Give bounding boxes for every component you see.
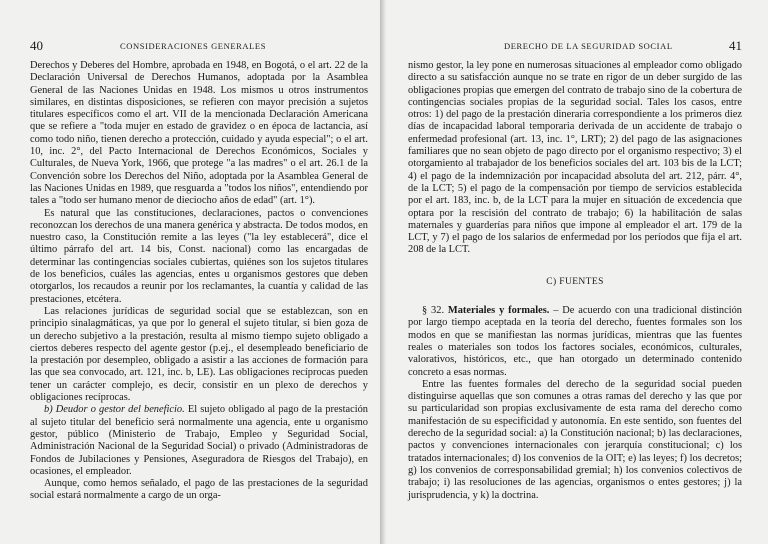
left-last-paragraph: Aunque, como hemos señalado, el pago de las prestaciones de la seguridad social estará normalmente a cargo de un orga- (30, 478, 368, 502)
right-running-header: DERECHO DE LA SEGURIDAD SOCIAL (504, 41, 673, 51)
section-heading: Materiales y formales. (447, 305, 550, 317)
right-paragraph-1: nismo gestor, la ley pone en numerosas situaciones al empleador como obligado directo a su satisfacción aunque no se trate en rigor de un deber surgido de las obligaciones propias que emergen del contrato de trabajo sino de la cobertura de contingencias sociales propias de la seguridad social. Tales los casos, entre otros: 1) del pago de la prestación dineraria correspondiente a los primeros diez días de incapacidad laboral temporaria derivada de un accidente de trabajo o enfermedad profesional (art. 13, inc. 1°, LRT); 2) del pago de las asignaciones familiares que no sean objeto de pago directo por el organismo respectivo; 3) el otorgamiento al trabajador de los beneficios sociales del art. 103 bis de la LCT; 4) el pago de la indemnización por incapacidad absoluta del art. 212, párr. 4°, de la LCT; 5) el pago de la compensación por tiempo de servicios establecida por el art. 183, inc. b, de la LCT para la mujer en situación de excedencia que optara por la rescisión del contrato de trabajo; 6) la habilitación de salas maternales y guarderías para niños que impone al empleador el art. 179 de la LCT, y 7) el pago de los salarios de enfermedad por los períodos que fija el art. 208 de la LCT. (408, 60, 742, 256)
left-header (30, 38, 368, 60)
left-paragraph-1: Derechos y Deberes del Hombre, aprobada en 1948, en Bogotá, o el art. 22 de la Declaración Universal de Derechos Humanos, adoptada por la Asamblea General de las Naciones Unidas en 1948. Los mismos u otros instrumentos similares, en distintas disposiciones, se refieren con mayor precisión a sujetos titulares específicos como el art. VII de la mencionada Declaración Americana que se refiere a "toda mujer en estado de gravidez o en época de lactancia, así como todo niño, tienen derecho a protección, cuidado y ayuda especial"; o el art. 10, inc. 2°, del Pacto Internacional de Derechos Económicos, Sociales y Culturales, de Nueva York, 1966, que protege "a las madres" o el art. 26.1 de la Convención sobre los Derechos del Niño, adoptada por la Asamblea General de las Naciones Unidas en 1989, que resguarda a "todos los niños", entendiendo por tales a "todo ser humano menor de dieciocho años de edad" (art. 1°). (30, 60, 368, 207)
subsection-text: El sujeto obligado al pago de la prestación al sujeto titular del beneficio será normalmente una agencia, ente u organismo gestor, público (Ministerio de Trabajo, Empleo y Seguridad Social, Administración Nacional de la Seguridad Social) o privado (Administradoras de Fondos de Jubilaciones y Pensiones, Aseguradora de Riesgos del Trabajo), en ocasiones, el empleador. (30, 404, 368, 477)
right-last-paragraph: Entre las fuentes formales del derecho de la seguridad social pueden distinguirse aquellas que son comunes a otras ramas del derecho y las que por su particularidad son propias exclusivamente de esta rama del derecho como manifestación de su especificidad y autonomía. En este sentido, son fuentes del derecho de la seguridad social: a) la Constitución nacional; b) las declaraciones, pactos y convenciones internacionales con jerarquía constitucional; c) los tratados internacionales; d) los convenios de la OIT; e) las leyes; f) los decretos; g) los convenios de corresponsabilidad gremial; h) los convenios colectivos de trabajo; i) las resoluciones de las agencias, organismos o entes gestores; j) la jurisprudencia, y k) la doctrina. (408, 378, 742, 501)
right-body (408, 60, 742, 502)
section-number: § 32. (422, 305, 445, 317)
left-subsection (30, 404, 368, 478)
section-paragraph (408, 305, 742, 379)
section-text: – De acuerdo con una tradicional distinción por largo tiempo aceptada en la teoría del derecho, fuentes formales son los modos en que se manifiestan las normas jurídicas, mientras que las fuentes reales o materiales son todos los factores sociales, económicos, culturales, valorativos, históricos, etc., que han otorgado un determinado contenido concreto a esas normas. (408, 305, 742, 378)
left-paragraph-3: Las relaciones jurídicas de seguridad social que se establezcan, son en principio sinalagmáticas, ya que por lo general el sujeto titular, si bien goza de un derecho subjetivo a la prestación, resulta al mismo tiempo sujeto obligado a ciertos deberes respecto del agente gestor (p.ej., el desempleado beneficiario de la prestación por desempleo, obligado a asistir a las acciones de formación para las que sea convocado, art. 121, inc. b, LE). Las obligaciones recíprocas pueden tener un carácter complejo, es decir, consistir en un plexo de derechos y obligaciones recíprocas. (30, 305, 368, 404)
left-page (0, 0, 382, 544)
left-body (30, 60, 368, 503)
right-header (408, 38, 742, 60)
left-paragraph-2: Es natural que las constituciones, declaraciones, pactos o convenciones reconozcan los derechos de una manera genérica y abstracta. De todos modos, en nuestro caso, la Constitución remite a las leyes ("la ley establecerá", dice el último párrafo del art. 14 bis, Const. nacional) como las encargadas de determinar las contingencias sociales cubiertas, quiénes son los sujetos titulares de los beneficios, cuáles las agencias, entes u organismos gestores que deben otorgarlos, los recaudos a reunir por los reclamantes, la cuantía y calidad de las prestaciones, etcétera. (30, 207, 368, 305)
left-running-header: CONSIDERACIONES GENERALES (120, 41, 267, 51)
right-page-number: 41 (729, 38, 742, 53)
left-page-number: 40 (30, 38, 43, 53)
section-title: C) FUENTES (546, 276, 604, 287)
right-page (386, 0, 768, 544)
subsection-heading: b) Deudor o gestor del beneficio. (44, 404, 185, 416)
